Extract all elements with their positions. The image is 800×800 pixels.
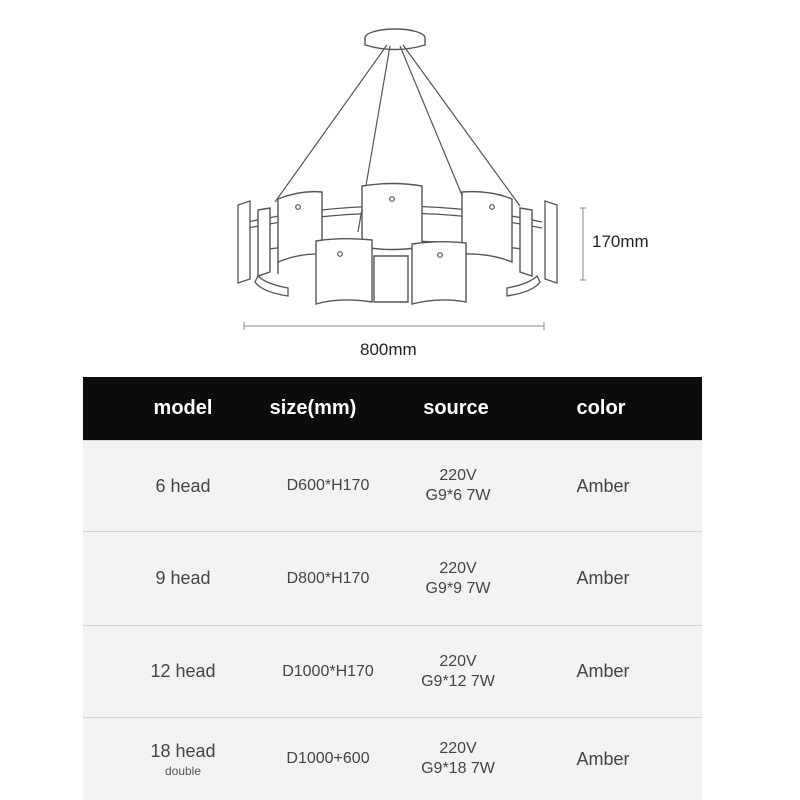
height-dimension-line [580, 208, 586, 280]
header-model: model [153, 397, 213, 419]
cell-model: 18 head double [150, 740, 216, 778]
cell-size: D1000*H170 [282, 662, 374, 680]
cell-color: Amber [576, 748, 630, 769]
cell-size: D800*H170 [286, 569, 370, 587]
header-source: source [423, 397, 489, 419]
cell-color: Amber [576, 475, 630, 496]
width-dimension-label: 800mm [360, 340, 417, 359]
cell-size: D1000+600 [286, 750, 370, 767]
cell-source: 220V G9*6 7W [425, 467, 491, 504]
table-row [83, 440, 702, 531]
model-note: double [164, 763, 202, 778]
width-dimension-line [244, 322, 544, 330]
cell-color: Amber [576, 568, 630, 588]
cell-size: D600*H170 [286, 477, 370, 494]
shades-main [258, 184, 532, 305]
cell-model: 9 head [155, 568, 211, 588]
cell-source: 220V G9*18 7W [421, 740, 495, 777]
table-row [83, 531, 702, 625]
table-row [83, 625, 702, 717]
height-dimension-label: 170mm [592, 232, 649, 251]
cell-model: 12 head [150, 661, 216, 681]
cell-model: 6 head [155, 475, 211, 496]
table-row [83, 717, 702, 800]
cell-source: 220V G9*9 7W [425, 559, 491, 597]
ceiling-canopy [365, 29, 425, 50]
chandelier-drawing [0, 0, 800, 370]
cell-color: Amber [576, 661, 630, 681]
table-header-row [83, 377, 702, 440]
cell-source: 220V G9*12 7W [421, 652, 495, 690]
spec-table [83, 377, 702, 800]
header-size: size(mm) [269, 397, 357, 419]
header-color: color [576, 397, 626, 419]
